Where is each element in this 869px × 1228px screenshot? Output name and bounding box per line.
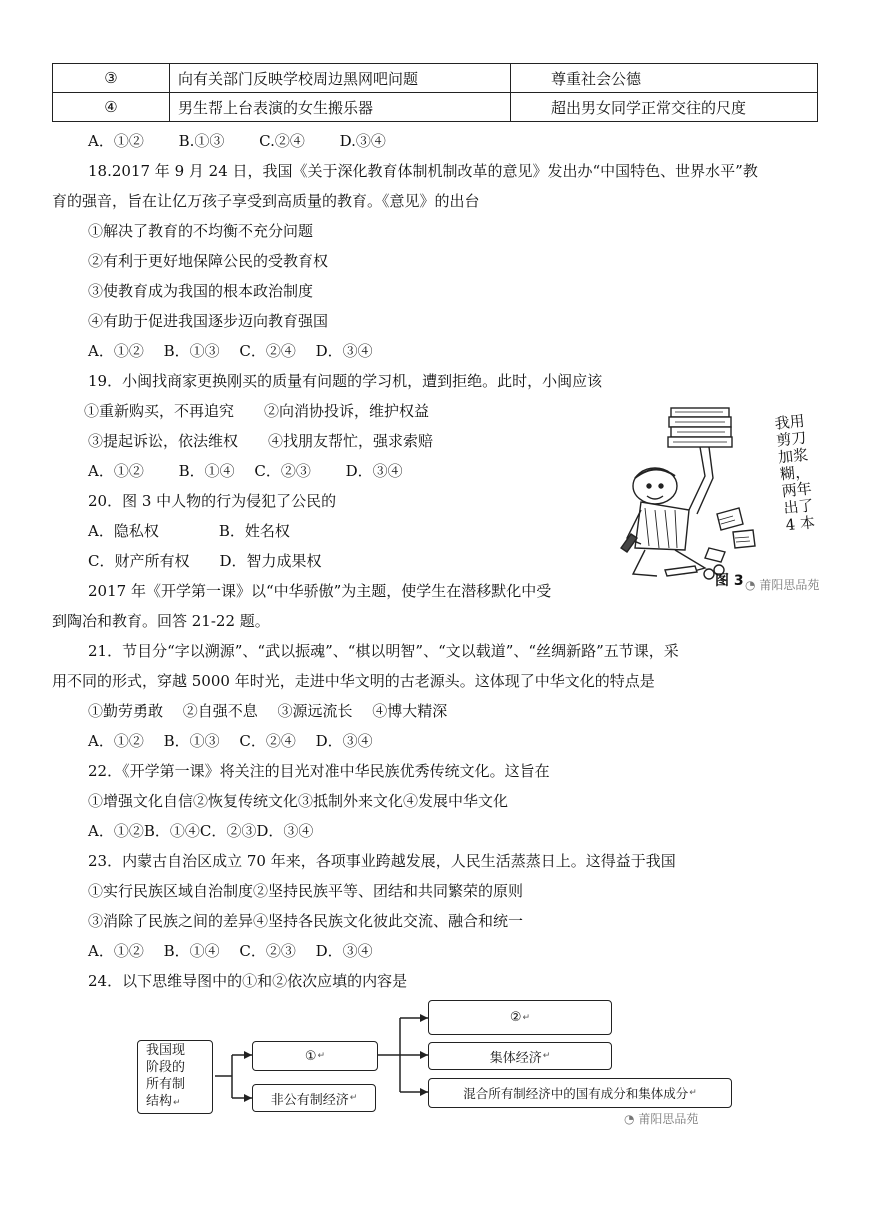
intro-text: 2017 年《开学第一课》以“中华骄傲”为主题，使学生在潜移默化中受 bbox=[88, 582, 552, 600]
q24-stem: 24．以下思维导图中的①和②依次应填的内容是 bbox=[88, 972, 408, 990]
intro-text-cont: 到陶冶和教育。回答 21-22 题。 bbox=[52, 612, 270, 630]
q19-items: ①重新购买，不再追究 ②向消协投诉，维护权益 bbox=[84, 402, 430, 420]
figure-caption: 图 3 bbox=[715, 573, 744, 589]
root-line: 结构 bbox=[146, 1094, 173, 1109]
speech-line: 出了 bbox=[782, 496, 815, 518]
q22-items: ①增强文化自信②恢复传统文化③抵制外来文化④发展中华文化 bbox=[88, 792, 509, 810]
table-cell-behavior: 向有关部门反映学校周边黑网吧问题 bbox=[170, 64, 511, 93]
q17-options: A．①② B.①③ C.②④ D.③④ bbox=[88, 132, 386, 150]
speech-line: 糊， bbox=[779, 462, 811, 484]
q23-stem: 23．内蒙古自治区成立 70 年来，各项事业跨越发展，人民生活蒸蒸日上。这得益于我国 bbox=[88, 852, 676, 870]
q19-items: ③提起诉讼，依法维权 ④找朋友帮忙，强求索赔 bbox=[88, 432, 434, 450]
speech-line: 两年 bbox=[780, 479, 813, 501]
q18-item: ①解决了教育的不均衡不充分问题 bbox=[88, 222, 314, 240]
table-cell-judgement: 超出男女同学正常交往的尺度 bbox=[511, 93, 818, 122]
speech-line: 剪刀 bbox=[775, 428, 808, 450]
q18-item: ④有助于促进我国逐步迈向教育强国 bbox=[88, 312, 329, 330]
q21-stem-cont: 用不同的形式，穿越 5000 年时光，走进中华文明的古老源头。这体现了中华文化的特点是 bbox=[52, 672, 655, 690]
q18-options: A．①② B．①③ C．②④ D．③④ bbox=[88, 342, 373, 360]
q18-item: ③使教育成为我国的根本政治制度 bbox=[88, 282, 314, 300]
q18-item: ②有利于更好地保障公民的受教育权 bbox=[88, 252, 329, 270]
q23-items: ③消除了民族之间的差异④坚持各民族文化彼此交流、融合和统一 bbox=[88, 912, 524, 930]
return-mark: ↵ bbox=[173, 1098, 181, 1108]
q19-options: A．①② B．①④ C．②③ D．③④ bbox=[88, 462, 403, 480]
q18-stem: 18.2017 年 9 月 24 日，我国《关于深化教育体制机制改革的意见》发出办“中国特色、世界水平”教 bbox=[88, 162, 758, 180]
q21-items: ①勤劳勇敢 ②自强不息 ③源远流长 ④博大精深 bbox=[88, 702, 448, 720]
return-mark: ↵ bbox=[522, 1012, 531, 1023]
speech-line: 加浆 bbox=[777, 445, 810, 467]
node-label: 混合所有制经济中的国有成分和集体成分 bbox=[463, 1086, 689, 1101]
q20-options: A．隐私权 B．姓名权 bbox=[88, 522, 290, 540]
table-cell-num: ④ bbox=[53, 93, 170, 122]
node-label: 集体经济 bbox=[489, 1050, 542, 1066]
speech-line: 我用 bbox=[773, 411, 806, 433]
mindmap-node-1 bbox=[252, 1041, 378, 1071]
mindmap-node-mixed bbox=[428, 1078, 732, 1108]
node-label: 非公有制经济 bbox=[270, 1092, 349, 1108]
q22-options: A．①②B．①④C．②③D．③④ bbox=[88, 822, 314, 840]
root-line: 我国现 bbox=[146, 1043, 186, 1058]
q20-stem: 20．图 3 中人物的行为侵犯了公民的 bbox=[88, 492, 337, 510]
q20-options: C．财产所有权 D．智力成果权 bbox=[88, 552, 322, 570]
return-mark: ↵ bbox=[317, 1051, 326, 1061]
q22-stem: 22．《开学第一课》将关注的目光对准中华民族优秀传统文化。这旨在 bbox=[88, 762, 550, 780]
mindmap-node-2 bbox=[428, 1000, 612, 1035]
q18-stem-cont: 育的强音，旨在让亿万孩子享受到高质量的教育。《意见》的出台 bbox=[52, 192, 480, 210]
q21-options: A．①② B．①③ C．②④ D．③④ bbox=[88, 732, 373, 750]
mindmap-root-node bbox=[137, 1040, 213, 1114]
q19-stem: 19．小闽找商家更换刚买的质量有问题的学习机，遭到拒绝。此时，小闽应该 bbox=[88, 372, 603, 390]
q23-options: A．①② B．①④ C．②③ D．③④ bbox=[88, 942, 373, 960]
node-label: ① bbox=[304, 1048, 317, 1064]
q23-items: ①实行民族区域自治制度②坚持民族平等、团结和共同繁荣的原则 bbox=[88, 882, 524, 900]
q21-stem: 21．节目分“字以溯源”、“武以振魂”、“棋以明智”、“文以载道”、“丝绸新路”五节课，采 bbox=[88, 642, 679, 660]
table-cell-behavior: 男生帮上台表演的女生搬乐器 bbox=[170, 93, 511, 122]
return-mark: ↵ bbox=[349, 1093, 358, 1103]
speech-line: 4 本 bbox=[784, 513, 816, 535]
watermark-text: 莆阳思品苑 bbox=[759, 578, 820, 592]
node-label: ② bbox=[509, 1010, 522, 1025]
table-cell-num: ③ bbox=[53, 64, 170, 93]
wechat-icon: ◔ bbox=[624, 1112, 635, 1126]
root-line: 所有制 bbox=[146, 1077, 186, 1092]
return-mark: ↵ bbox=[542, 1051, 551, 1061]
wechat-icon: ◔ bbox=[745, 578, 756, 592]
table-cell-judgement: 尊重社会公德 bbox=[511, 64, 818, 93]
watermark bbox=[624, 1110, 698, 1127]
return-mark: ↵ bbox=[689, 1088, 697, 1098]
watermark-text: 莆阳思品苑 bbox=[638, 1112, 699, 1126]
root-line: 阶段的 bbox=[146, 1060, 186, 1075]
mindmap-node-collective bbox=[428, 1042, 612, 1070]
mindmap-node-nonpublic bbox=[252, 1084, 376, 1112]
